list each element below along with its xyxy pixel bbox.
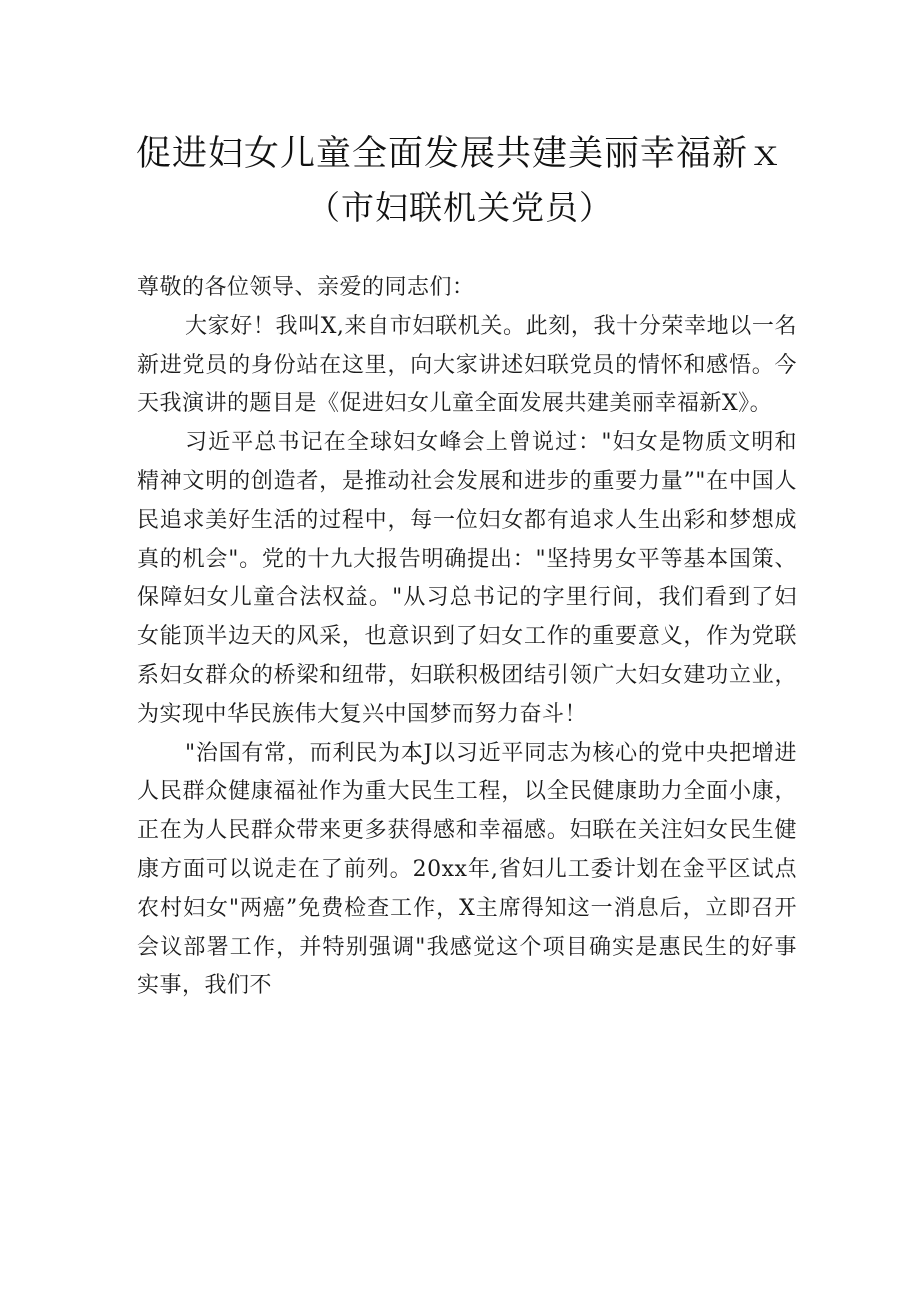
document-body: [137, 269, 797, 1006]
paragraph-introduction: 大家好！我叫X,来自市妇联机关。此刻，我十分荣幸地以一名新进党员的身份站在这里，向大家讲述妇联党员的情怀和感悟。今天我演讲的题目是《促进妇女儿童全面发展共建美丽幸福新X》。: [137, 313, 797, 417]
document-title: 促进妇女儿童全面发展共建美丽幸福新ｘ: [135, 134, 784, 174]
paragraph-quotes: 习近平总书记在全球妇女峰会上曾说过："妇女是物质文明和精神文明的创造者，是推动社会发展和进步的重要力量”"在中国人民追求美好生活的过程中，每一位妇女都有追求人生出彩和梦想成真的机会"。党的十九大报告明确提出："坚持男女平等基本国策、保障妇女儿童合法权益。"从习总书记的字里行间，我们看到了妇女能顶半边天的风采，也意识到了妇女工作的重要意义，作为党联系妇女群众的桥梁和纽带，妇联积极团结引领广大妇女建功立业，为实现中华民族伟大复兴中国梦而努力奋斗！: [137, 430, 797, 727]
paragraph-health: "治国有常，而利民为本J以习近平同志为核心的党中央把增进人民群众健康福祉作为重大民生工程，以全民健康助力全面小康，正在为人民群众带来更多获得感和幸福感。妇联在关注妇女民生健康方面可以说走在了前列。20xx年,省妇儿工委计划在金平区试点农村妇女"两癌”免费检查工作，X主席得知这一消息后，立即召开会议部署工作，并特别强调"我感觉这个项目确实是惠民生的好事实事，我们不: [137, 740, 797, 999]
document-subtitle: （市妇联机关党员）: [307, 188, 613, 227]
salutation: 尊敬的各位领导、亲爱的同志们：: [137, 275, 475, 300]
